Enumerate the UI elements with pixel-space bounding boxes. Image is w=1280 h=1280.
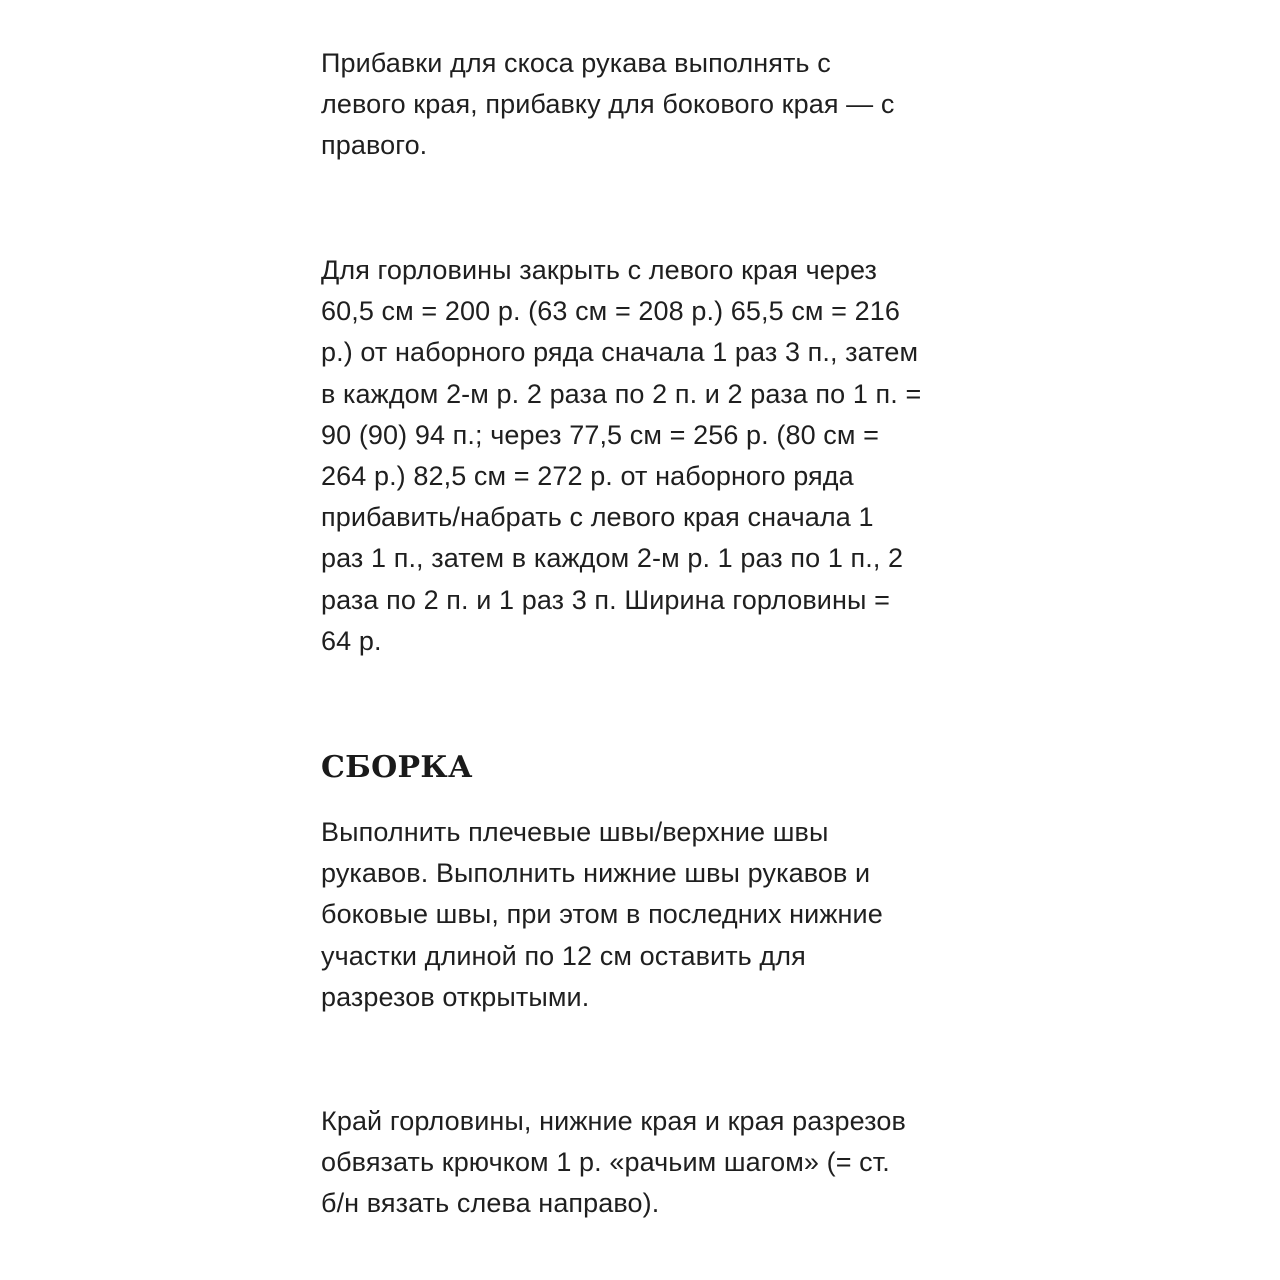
text-line: р.) от наборного ряда сначала 1 раз 3 п., затем xyxy=(321,337,919,368)
paragraph-sleeve-increases xyxy=(321,43,971,167)
text-line: 60,5 см = 200 р. (63 см = 208 р.) 65,5 см = 216 xyxy=(321,296,901,327)
text-line: разрезов открытыми. xyxy=(321,981,590,1012)
text-line: Край горловины, нижние края и края разрезов xyxy=(321,1106,906,1136)
text-line: обвязать крючком 1 р. «рачьим шагом» (= ст. xyxy=(321,1147,890,1178)
text-line: участки длиной по 12 см оставить для xyxy=(321,940,806,971)
text-line: раза по 2 п. и 1 раз 3 п. Ширина горловины = xyxy=(321,584,890,615)
text-line: левого края, прибавку для бокового края — с xyxy=(321,89,895,120)
text-line: 264 р.) 82,5 см = 272 р. от наборного ряда xyxy=(321,461,854,492)
text-line: правого. xyxy=(321,130,428,161)
text-line: раз 1 п., затем в каждом 2-м р. 1 раз по 1 п., 2 xyxy=(321,543,904,574)
text-line: б/н вязать слева направо). xyxy=(321,1188,660,1219)
text-line: 90 (90) 94 п.; через 77,5 см = 256 р. (80 см = xyxy=(321,419,880,450)
text-line: Прибавки для скоса рукава выполнять с xyxy=(321,48,831,78)
paragraph-edging xyxy=(321,1101,971,1225)
text-line: Выполнить плечевые швы/верхние швы xyxy=(321,817,829,847)
text-line: прибавить/набрать с левого края сначала 1 xyxy=(321,502,874,533)
text-line: Для горловины закрыть с левого края через xyxy=(321,255,877,285)
text-line: 64 р. xyxy=(321,625,382,656)
paragraph-neckline xyxy=(321,250,971,662)
text-line: боковые швы, при этом в последних нижние xyxy=(321,899,883,930)
text-line: в каждом 2-м р. 2 раза по 2 п. и 2 раза по 1 п. = xyxy=(321,378,922,409)
paragraph-seams xyxy=(321,812,971,1018)
text-line: рукавов. Выполнить нижние швы рукавов и xyxy=(321,858,871,889)
section-heading-assembly: СБОРКА xyxy=(321,750,473,785)
